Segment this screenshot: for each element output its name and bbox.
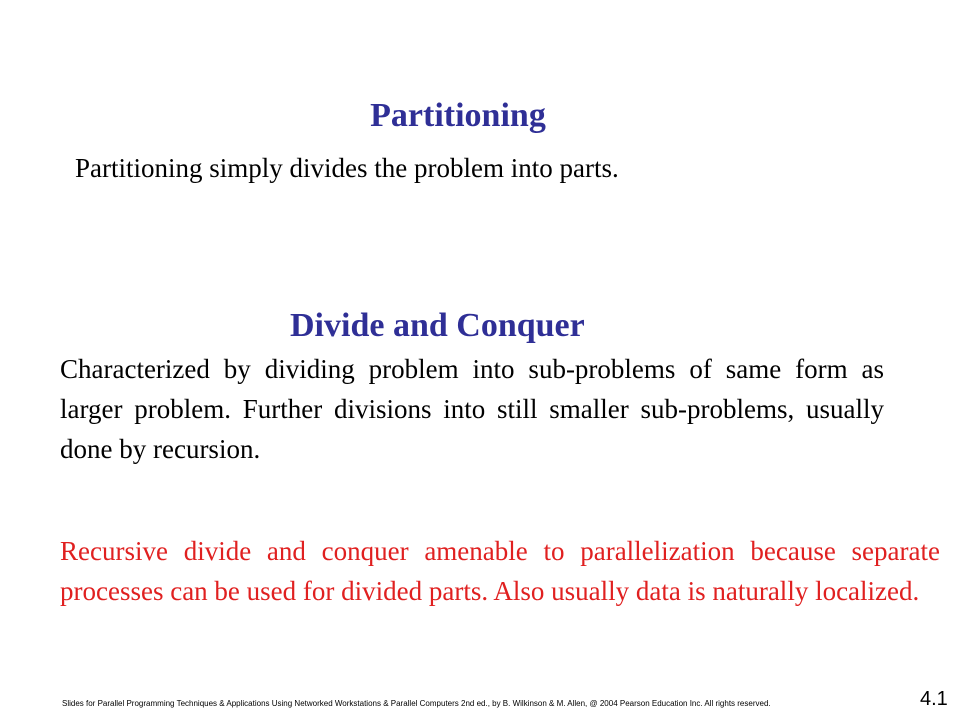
- slide-number: 4.1: [920, 688, 948, 710]
- divide-conquer-description: Characterized by dividing problem into sub-problems of same form as larger problem. Further divisions into still smaller sub-problems, usually done by recursion.: [60, 354, 884, 464]
- section-title: Divide and Conquer: [290, 307, 585, 344]
- highlight-paragraph: Recursive divide and conquer amenable to parallelization because separate processes can be used for divided parts. Also usually data is naturally localized.: [60, 536, 940, 606]
- slide-title: Partitioning: [370, 97, 546, 134]
- partitioning-description: Partitioning simply divides the problem into parts.: [75, 153, 619, 183]
- footer-copyright: Slides for Parallel Programming Techniques & Applications Using Networked Workstations & Parallel Computers 2nd ed., by B. Wilkinson & M. Allen, @ 2004 Pearson Education Inc. All rights reserved.: [62, 699, 771, 708]
